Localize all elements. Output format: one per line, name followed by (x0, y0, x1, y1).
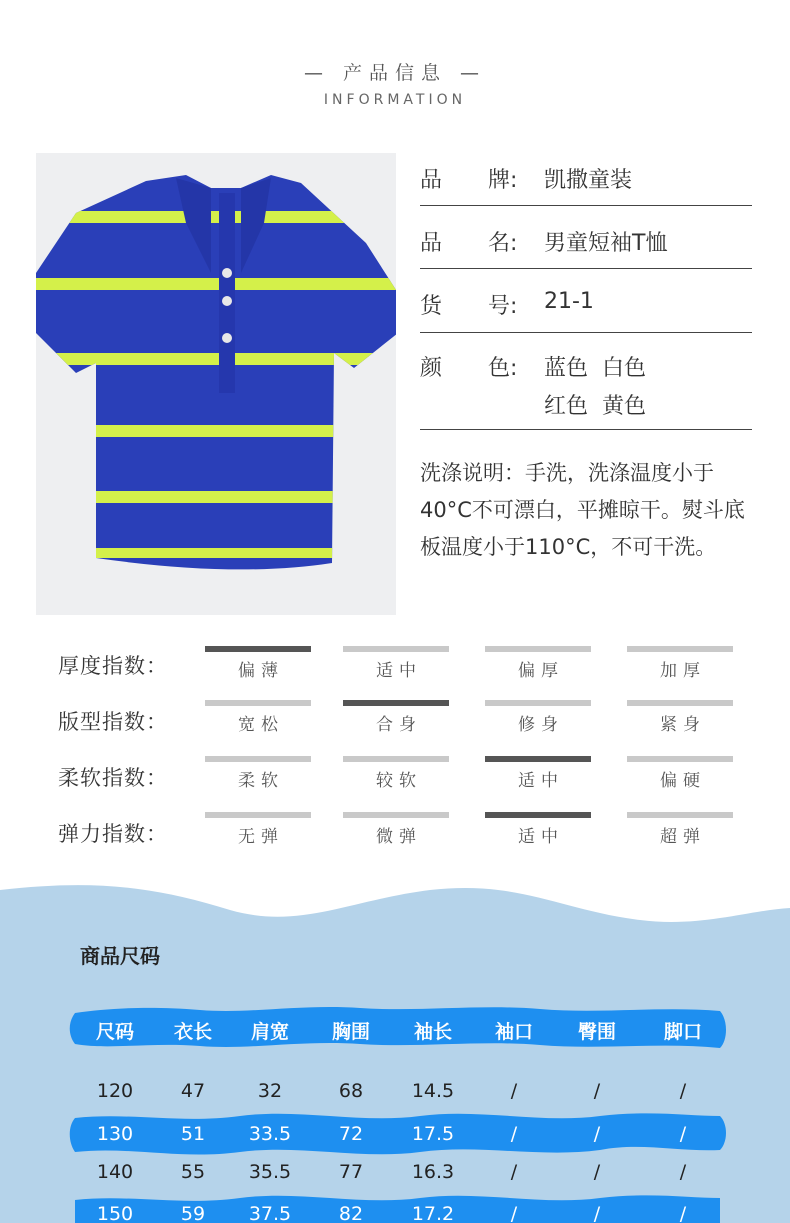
metric-label-fit: 版型指数： (58, 710, 168, 734)
metric-option: 超弹 (627, 812, 733, 847)
section-title-cn: — 产品信息 — (303, 62, 487, 84)
info-row-name (420, 206, 752, 269)
info-key-char: 品 (420, 168, 443, 193)
metric-label-thickness: 厚度指数： (58, 654, 168, 678)
size-cell: 35.5 (248, 1161, 292, 1183)
size-header-cell: 脚口 (663, 1021, 702, 1043)
metric-option: 偏薄 (205, 646, 311, 681)
size-cell: 37.5 (248, 1203, 292, 1223)
size-cell: / (679, 1080, 687, 1102)
metric-bar (205, 756, 311, 762)
size-cell: 55 (180, 1161, 206, 1183)
metric-label-elasticity: 弹力指数： (58, 822, 168, 846)
info-key-char: 色: (488, 356, 518, 381)
size-cell: / (593, 1123, 601, 1145)
info-key-char: 号: (488, 294, 518, 319)
size-header-cell: 胸围 (331, 1021, 370, 1043)
metric-option: 加厚 (627, 646, 733, 681)
size-header-cell: 肩宽 (250, 1021, 289, 1043)
size-cell: / (679, 1203, 687, 1223)
info-row-color (420, 333, 752, 430)
wash-line: 板温度小于110°C，不可干洗。 (420, 535, 717, 559)
section-title-en: INFORMATION (323, 92, 467, 108)
size-cell: 17.5 (411, 1123, 455, 1145)
metric-option: 柔软 (205, 756, 311, 791)
size-cell: 51 (180, 1123, 206, 1145)
metric-option: 偏厚 (485, 646, 591, 681)
size-cell: 77 (338, 1161, 364, 1183)
metric-bar (205, 812, 311, 818)
wash-line: 40°C不可漂白，平摊晾干。熨斗底 (420, 498, 745, 522)
metric-bar-selected (205, 646, 311, 652)
size-header-cell: 尺码 (95, 1021, 134, 1043)
metric-bar-selected (485, 756, 591, 762)
size-chart-title: 商品尺码 (80, 944, 160, 968)
metric-bar (343, 646, 449, 652)
size-cell: 82 (338, 1203, 364, 1223)
metric-bar (343, 756, 449, 762)
product-info-panel (420, 155, 752, 430)
size-cell: / (593, 1161, 601, 1183)
info-key-char: 品 (420, 231, 443, 256)
size-cell: / (510, 1161, 518, 1183)
size-cell: 72 (338, 1123, 364, 1145)
size-cell: 150 (96, 1203, 134, 1223)
size-header-cell: 袖长 (413, 1021, 452, 1043)
washing-instructions (420, 455, 756, 566)
info-value-brand: 凯撒童装 (544, 168, 633, 193)
size-cell: 120 (96, 1080, 134, 1102)
size-cell: 16.3 (411, 1161, 455, 1183)
size-cell: 17.2 (411, 1203, 455, 1223)
size-table-header (0, 1017, 790, 1049)
metric-bar (627, 812, 733, 818)
size-header-cell: 臀围 (577, 1021, 616, 1043)
size-cell: / (510, 1203, 518, 1223)
metric-option: 适中 (485, 756, 591, 791)
metric-option: 无弹 (205, 812, 311, 847)
size-cell: 130 (96, 1123, 134, 1145)
metric-option: 适中 (485, 812, 591, 847)
metric-bar (485, 646, 591, 652)
size-cell: 47 (180, 1080, 206, 1102)
metric-option: 微弹 (343, 812, 449, 847)
metric-option: 紧身 (627, 700, 733, 735)
size-cell: 140 (96, 1161, 134, 1183)
product-image (36, 153, 396, 615)
info-row-brand (420, 155, 752, 206)
polo-shirt-illustration (36, 153, 396, 615)
metric-option: 偏硬 (627, 756, 733, 791)
metric-option: 适中 (343, 646, 449, 681)
size-cell: / (510, 1080, 518, 1102)
metric-option: 合身 (343, 700, 449, 735)
size-cell: / (679, 1123, 687, 1145)
metric-option: 较软 (343, 756, 449, 791)
metric-bar (627, 700, 733, 706)
metric-bar (485, 700, 591, 706)
wash-line: 洗涤说明：手洗，洗涤温度小于 (420, 461, 714, 485)
size-cell: / (679, 1161, 687, 1183)
info-value-sku: 21-1 (544, 289, 594, 314)
size-cell: 33.5 (248, 1123, 292, 1145)
metric-option: 修身 (485, 700, 591, 735)
info-value-colors: 蓝色 白色 (544, 356, 646, 381)
info-row-sku (420, 269, 752, 333)
size-cell: 14.5 (411, 1080, 455, 1102)
info-key-char: 颜 (420, 356, 443, 381)
size-cell: / (593, 1080, 601, 1102)
size-header-cell: 衣长 (173, 1021, 212, 1043)
metric-bar (205, 700, 311, 706)
info-key-char: 名: (488, 231, 518, 256)
size-cell: 68 (338, 1080, 364, 1102)
metric-bar (627, 756, 733, 762)
size-cell: / (593, 1203, 601, 1223)
size-header-cell: 袖口 (494, 1021, 533, 1043)
metric-bar-selected (343, 700, 449, 706)
info-key-char: 牌: (488, 168, 518, 193)
info-value-colors-line2: 红色 黄色 (544, 394, 646, 419)
metric-bar-selected (485, 812, 591, 818)
size-cell: 59 (180, 1203, 206, 1223)
metric-label-softness: 柔软指数： (58, 766, 168, 790)
metric-bar (343, 812, 449, 818)
metric-option: 宽松 (205, 700, 311, 735)
info-value-name: 男童短袖T恤 (544, 231, 668, 256)
info-key-char: 货 (420, 294, 443, 319)
size-cell: 32 (257, 1080, 283, 1102)
size-cell: / (510, 1123, 518, 1145)
metric-bar (627, 646, 733, 652)
table-row (0, 1203, 790, 1223)
